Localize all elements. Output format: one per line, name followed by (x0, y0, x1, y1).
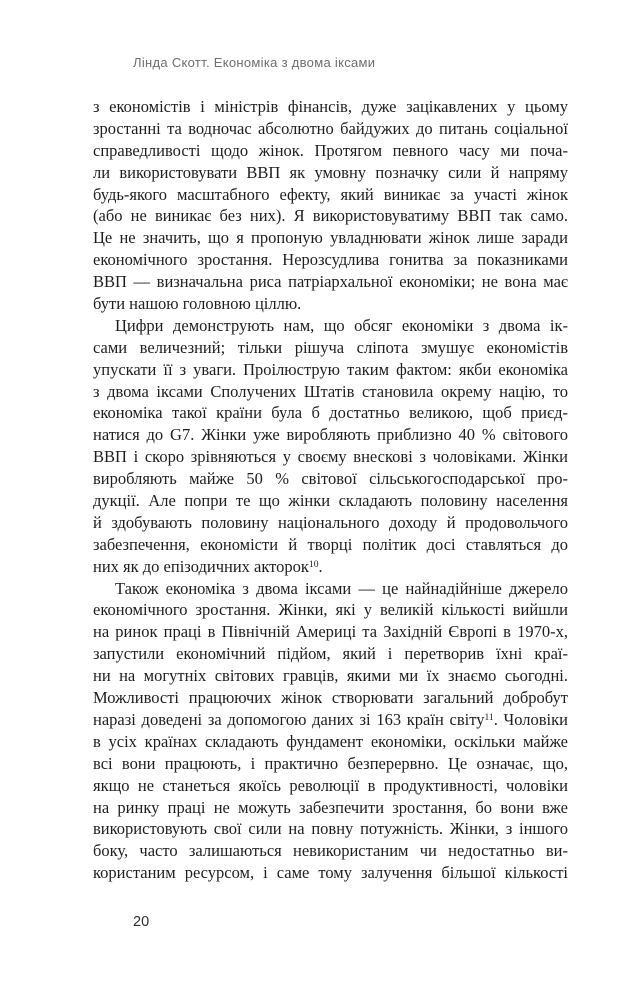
running-header: Лінда Скотт. Економіка з двома іксами (133, 55, 376, 70)
body-text-line: бути нашою головною ціллю. (93, 294, 302, 314)
body-text-line: будь-якого масштабного ефекту, який виникає за участі жінок (93, 184, 568, 204)
body-text-line: них як до епізодичних акторок$^{10}$. (93, 556, 323, 576)
body-text-line: на ринок праці в Північній Америці та Західній Європі в 1970-х, (93, 622, 568, 642)
page-number: 20 (133, 914, 150, 930)
body-text-line: ВВП — визначальна риса патріархальної економіки; не вона має (93, 272, 568, 292)
body-text-line: наразі доведені за допомогою даних зі 163 країн світу$^{11}$. Чоловіки (93, 709, 568, 729)
body-text-line: ни на могутніх світових гравців, якими ми їх знаємо сьогодні. (93, 666, 568, 686)
body-text-line: виробляють майже 50 % світової сільськогосподарської про- (93, 469, 568, 489)
body-text-line: з двома іксами Сполучених Штатів становила окрему націю, то (93, 381, 568, 401)
body-text-line: справедливості щодо жінок. Протягом певного часу ми поча- (93, 140, 568, 160)
body-text-line: натися до G7. Жінки уже виробляють приблизно 40 % світового (93, 425, 568, 445)
body-text-line: всі вони працюють, і практично безперервно. Це означає, що, (93, 753, 568, 773)
footnote-reference: 11 (484, 712, 494, 724)
body-text-line: користаним ресурсом, і саме тому залучення більшої кількості (93, 863, 568, 883)
body-text-line: запустили економічний підйом, який і перетворив їхні краї- (93, 644, 568, 664)
body-text-line: Також економіка з двома іксами — це найнадійніше джерело (115, 578, 568, 598)
body-text-line: Цифри демонструють нам, що обсяг економіки з двома ік- (115, 315, 568, 335)
body-text-line: сами величезний; тільки рішуча сліпота змушує економістів (93, 337, 568, 357)
footnote-reference: 10 (308, 558, 319, 570)
body-text-line: використовують свої сили на повну потужність. Жінки, з іншого (93, 819, 568, 839)
body-text-line: забезпечення, економісти й творці політик досі ставляться до (93, 534, 568, 554)
body-text-line: дукції. Але попри те що жінки складають половину населення (93, 491, 568, 511)
body-text (93, 96, 568, 884)
body-text-line: економіка такої країни була б достатньо великою, щоб приєд- (93, 403, 568, 423)
body-text-line: ВВП і скоро зрівняються у своєму внескові з чоловіками. Жінки (93, 447, 568, 467)
body-text-line: упускати її з уваги. Проілюструю таким фактом: якби економіка (93, 359, 568, 379)
body-text-line: й здобувають половину національного доходу й продовольчого (93, 512, 568, 532)
body-text-line: якщо не станеться якоїсь революції в продуктивності, чоловіки (93, 775, 568, 795)
body-text-line: Це не значить, що я пропоную увладнювати жінок лише заради (93, 228, 568, 248)
body-text-line: Можливості працюючих жінок створювати загальний добробут (93, 688, 568, 708)
body-text-line: зростанні та водночас абсолютно байдужих до питань соціальної (93, 118, 568, 138)
body-text-line: на ринку праці не можуть забезпечити зростання, бо вони вже (93, 797, 568, 817)
body-text-line: ли використовувати ВВП як умовну позначку сили й напряму (93, 162, 568, 182)
body-text-line: (або не виникає без них). Я використовуватиму ВВП так само. (93, 206, 568, 226)
body-text-line: економічного зростання. Жінки, які у великій кількості вийшли (93, 600, 568, 620)
body-text-line: боку, часто залишаються невикористаним чи недостатньо ви- (93, 841, 568, 861)
body-text-line: з економістів і міністрів фінансів, дуже зацікавлених у цьому (93, 97, 568, 116)
body-text-line: економічного зростання. Нерозсудлива гонитва за показниками (93, 250, 568, 270)
body-text-line: в усіх країнах складають фундамент економіки, оскільки майже (93, 731, 568, 751)
